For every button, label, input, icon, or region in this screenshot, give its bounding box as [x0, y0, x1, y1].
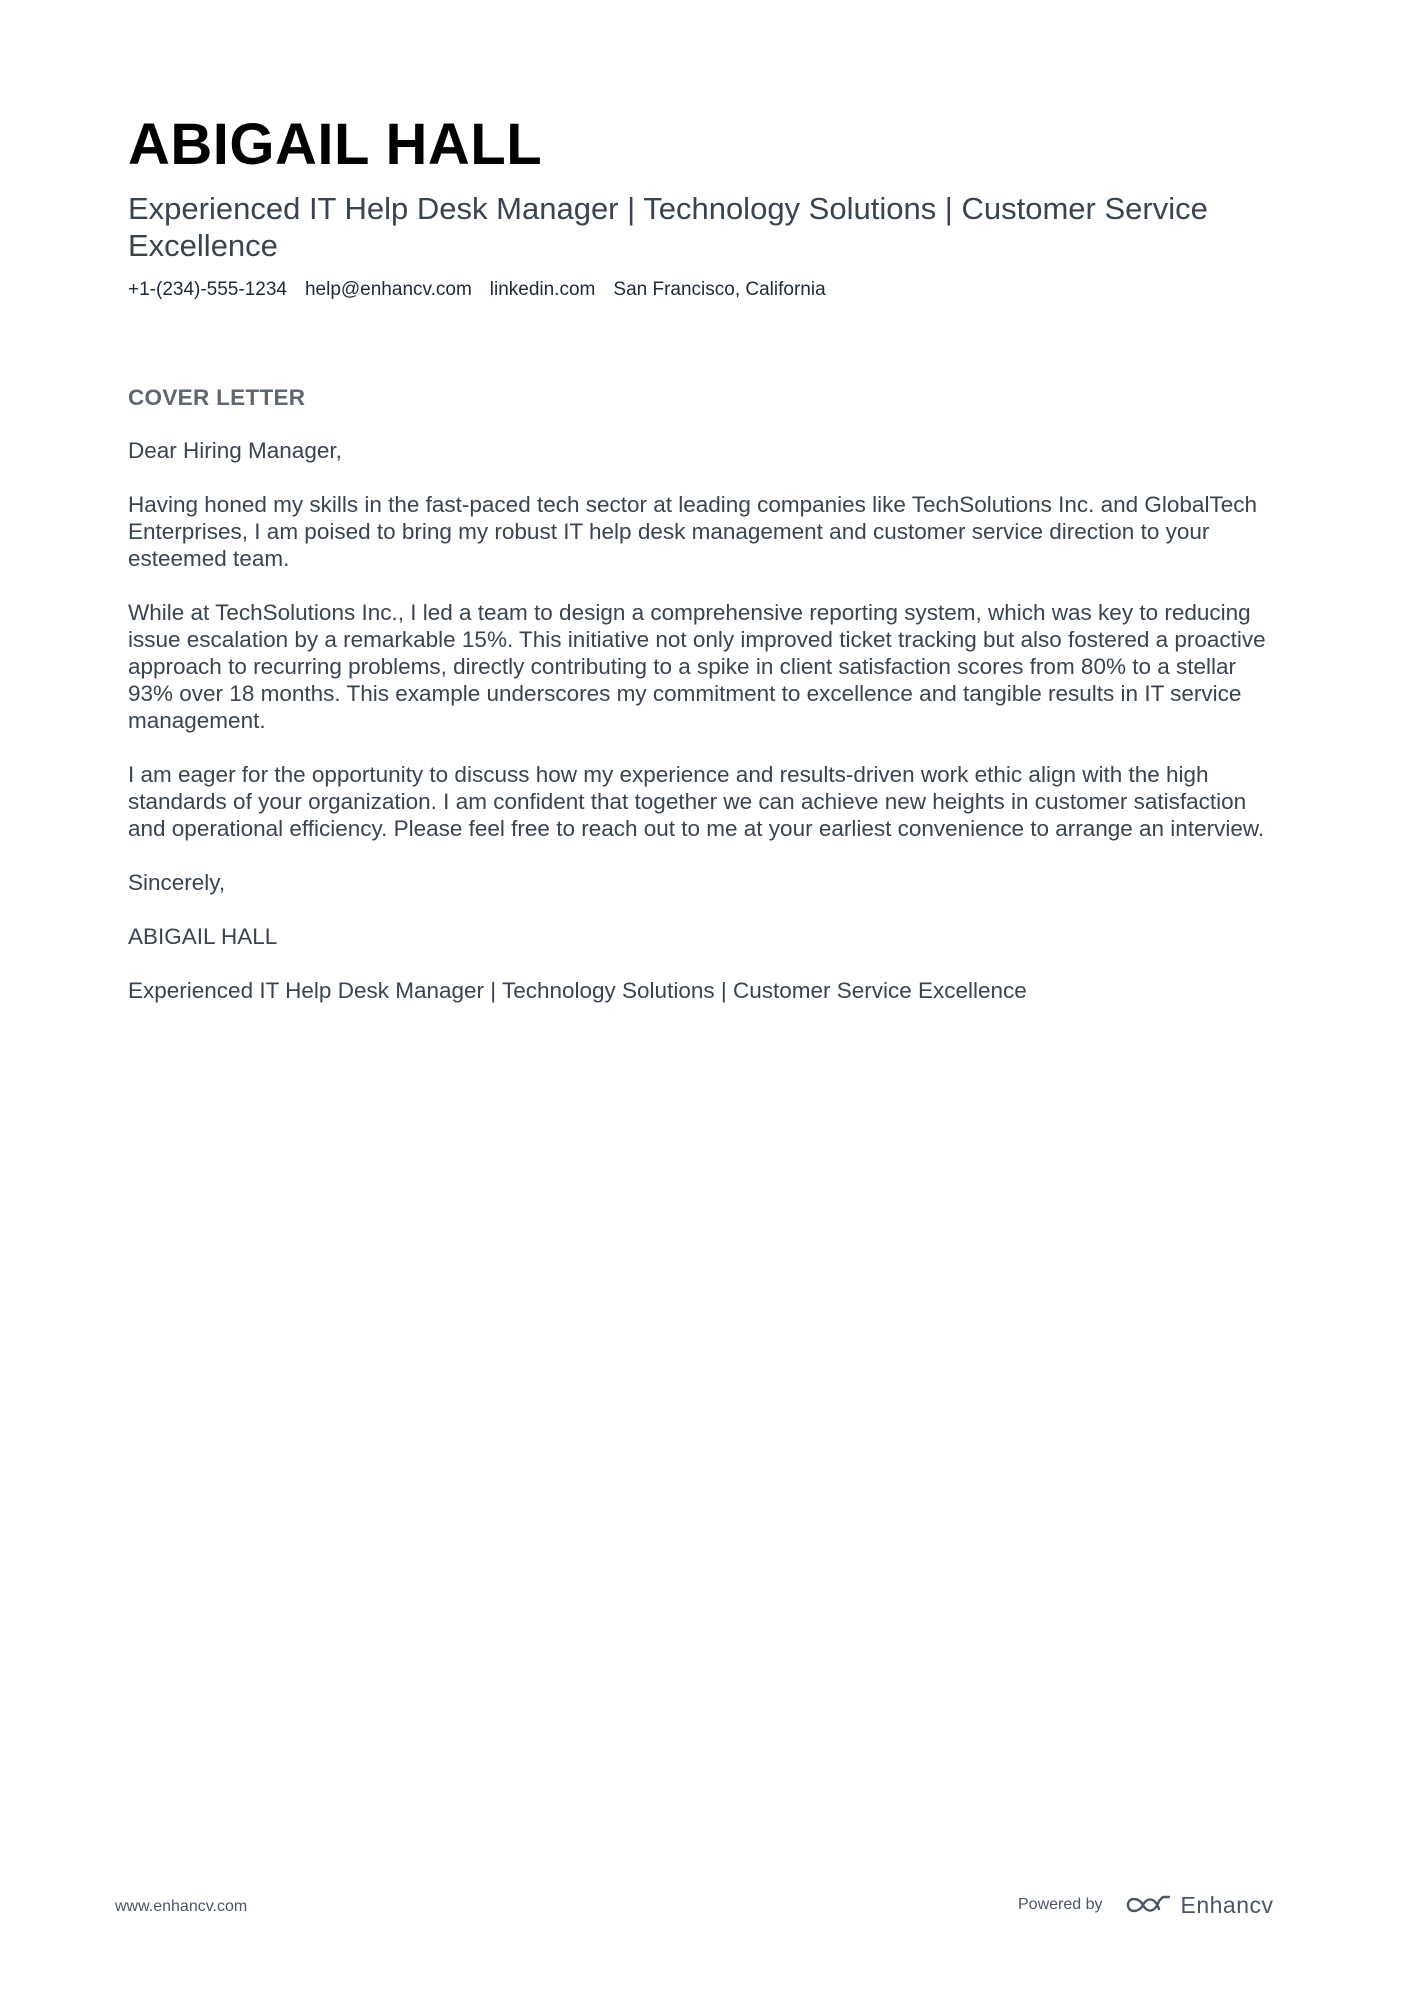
brand-logo[interactable]	[1125, 1892, 1274, 1918]
resume-header	[128, 110, 1288, 302]
contact-location: San Francisco, California	[613, 279, 826, 300]
cover-letter-body	[128, 384, 1278, 1031]
contact-linkedin[interactable]: linkedin.com	[489, 279, 596, 300]
letter-signature-name: ABIGAIL HALL	[128, 924, 278, 949]
candidate-headline: Experienced IT Help Desk Manager | Technology Solutions | Customer Service Excellence	[128, 191, 1208, 263]
letter-paragraph-3: I am eager for the opportunity to discuss how my experience and results-driven work ethic align with the high standards of your organization. I am confident that together we can achieve new heights in customer satisfaction and operational efficiency. Please feel free to reach out to me at your earliest convenience to arrange an interview.	[128, 762, 1265, 841]
enhancv-logo-icon	[1125, 1893, 1171, 1917]
candidate-name: ABIGAIL HALL	[128, 112, 543, 177]
contact-info	[128, 278, 1288, 302]
letter-paragraph-1: Having honed my skills in the fast-paced tech sector at leading companies like TechSolutions Inc. and GlobalTech Enterprises, I am poised to bring my robust IT help desk management and customer service direction to your esteemed team.	[128, 492, 1257, 571]
powered-by[interactable]	[1018, 1892, 1274, 1918]
letter-signature-title: Experienced IT Help Desk Manager | Technology Solutions | Customer Service Excellence	[128, 978, 1027, 1003]
contact-email[interactable]: help@enhancv.com	[304, 279, 472, 300]
letter-closing: Sincerely,	[128, 870, 226, 895]
brand-name: Enhancv	[1180, 1892, 1274, 1918]
footer-website-link[interactable]: www.enhancv.com	[115, 1898, 248, 1915]
contact-phone: +1-(234)-555-1234	[128, 279, 287, 300]
section-title: COVER LETTER	[128, 385, 306, 410]
powered-by-label: Powered by	[1018, 1896, 1103, 1913]
letter-paragraph-2: While at TechSolutions Inc., I led a team to design a comprehensive reporting system, which was key to reducing issue escalation by a remarkable 15%. This initiative not only improved ticket tracking but also fostered a proactive approach to recurring problems, directly contributing to a spike in client satisfaction scores from 80% to a stellar 93% over 18 months. This example underscores my commitment to excellence and tangible results in IT service management.	[128, 600, 1266, 733]
letter-greeting: Dear Hiring Manager,	[128, 438, 342, 463]
